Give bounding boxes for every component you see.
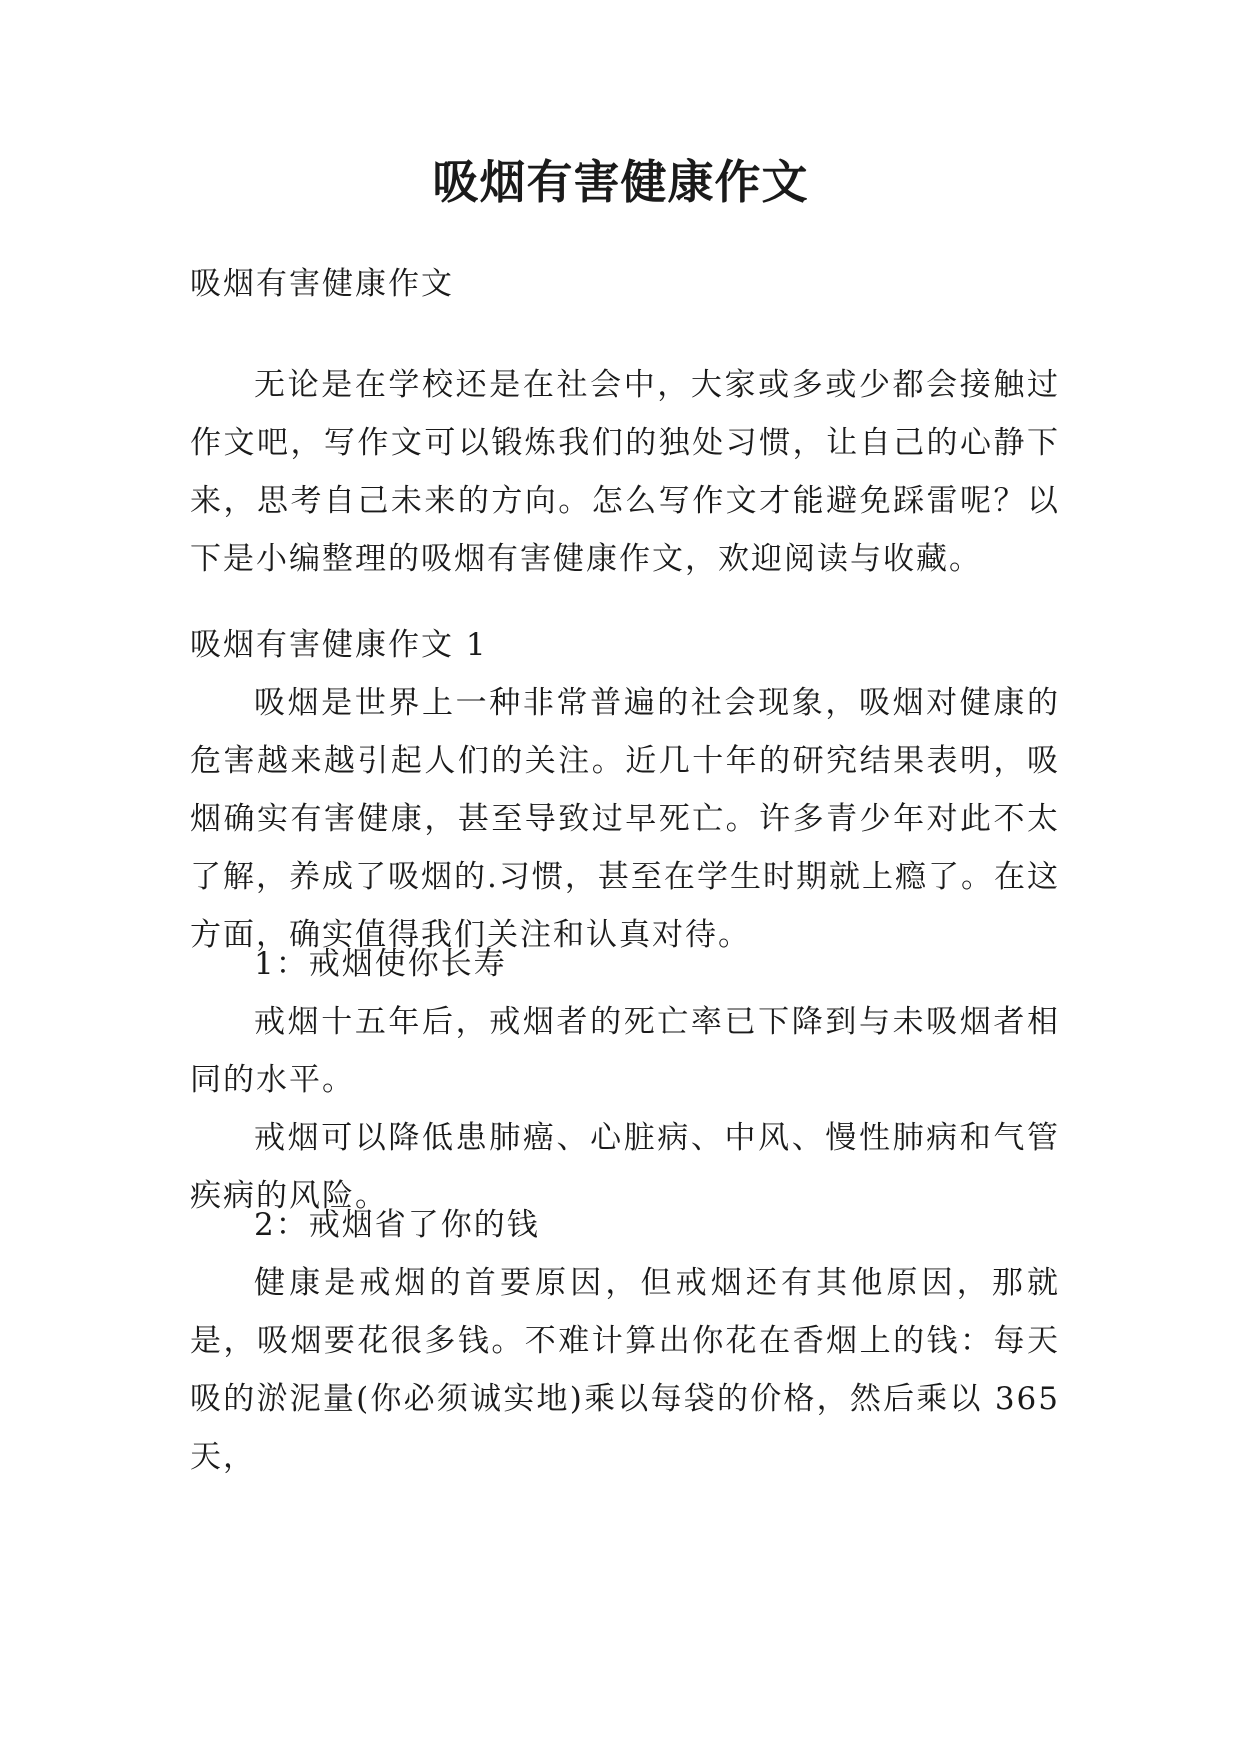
document-subtitle: 吸烟有害健康作文 <box>190 266 454 302</box>
body-paragraph-3: 戒烟可以降低患肺癌、心脏病、中风、慢性肺病和气管疾病的风险。 <box>190 1120 1060 1214</box>
point-heading-2: 2：戒烟省了你的钱 <box>254 1207 540 1243</box>
document-title: 吸烟有害健康作文 <box>432 155 809 209</box>
body-paragraph-2: 戒烟十五年后，戒烟者的死亡率已下降到与未吸烟者相同的水平。 <box>190 1004 1060 1098</box>
body-paragraph-1: 吸烟是世界上一种非常普遍的社会现象，吸烟对健康的危害越来越引起人们的关注。近几十年的研究结果表明，吸烟确实有害健康，甚至导致过早死亡。许多青少年对此不太了解，养成了吸烟的.习惯，甚至在学生时期就上瘾了。在这方面，确实值得我们关注和认真对待。 <box>190 685 1060 953</box>
intro-paragraph: 无论是在学校还是在社会中，大家或多或少都会接触过作文吧，写作文可以锻炼我们的独处习惯，让自己的心静下来，思考自己未来的方向。怎么写作文才能避免踩雷呢？以下是小编整理的吸烟有害健康作文，欢迎阅读与收藏。 <box>190 367 1060 577</box>
point-heading-1: 1：戒烟使你长寿 <box>254 946 507 982</box>
body-paragraph-4: 健康是戒烟的首要原因，但戒烟还有其他原因，那就是，吸烟要花很多钱。不难计算出你花在香烟上的钱：每天吸的淤泥量(你必须诚实地)乘以每袋的价格，然后乘以 365 天， <box>190 1265 1060 1475</box>
section-heading: 吸烟有害健康作文 1 <box>190 627 488 663</box>
